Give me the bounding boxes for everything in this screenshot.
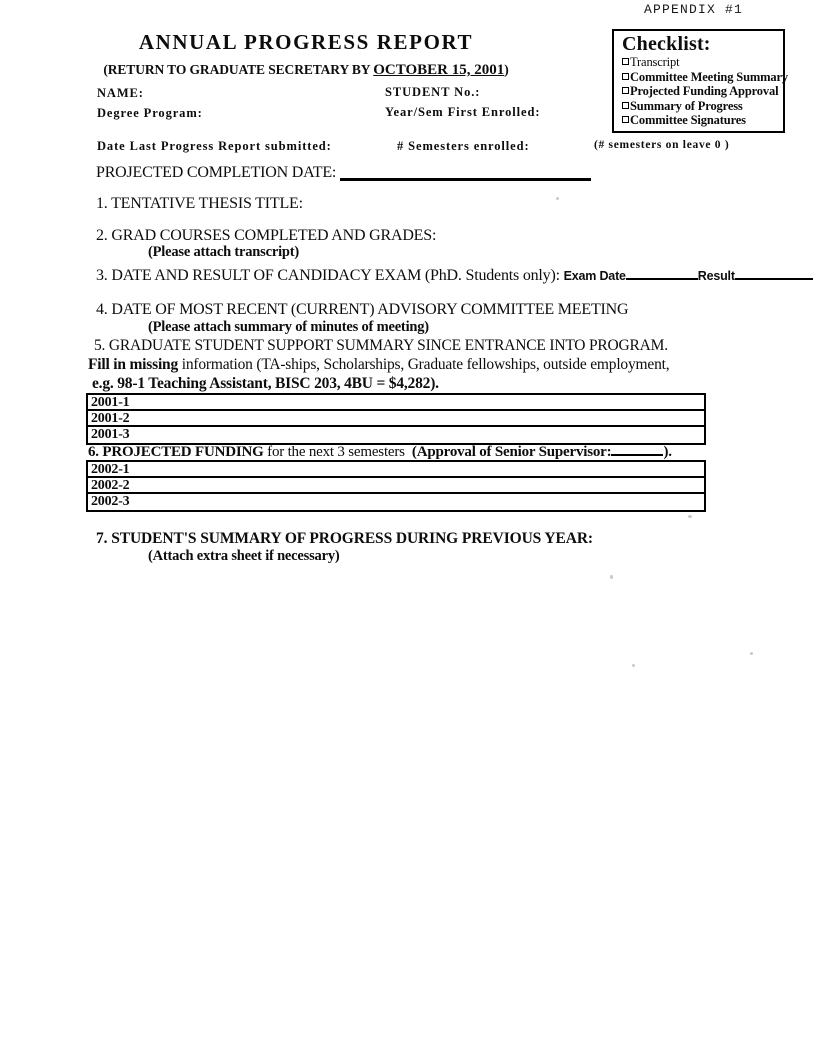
checklist-box (612, 29, 789, 133)
scan-speckle (632, 664, 635, 667)
name-label: NAME: (97, 86, 144, 100)
table-row[interactable]: 2002-2 (88, 478, 704, 494)
item-3-label (96, 267, 813, 285)
appendix-label: APPENDIX #1 (644, 2, 744, 17)
subtitle-prefix: (RETURN TO GRADUATE SECRETARY BY (103, 62, 374, 77)
checklist-item-summary-of-progress[interactable] (622, 99, 783, 114)
page-title: ANNUAL PROGRESS REPORT (138, 30, 474, 54)
projected-completion-date-label: PROJECTED COMPLETION DATE: (96, 164, 337, 181)
semesters-enrolled-label: # Semesters enrolled: (397, 139, 530, 153)
item-7-note: (Attach extra sheet if necessary) (148, 548, 340, 564)
table-row[interactable]: 2001-2 (88, 411, 704, 427)
item-5-line2-rest: information (TA-ships, Scholarships, Graduate fellowships, outside employment, (178, 356, 670, 373)
checklist-item-transcript[interactable] (622, 55, 783, 70)
table-row[interactable]: 2002-3 (91, 494, 130, 509)
scan-speckle (688, 515, 692, 518)
scan-speckle (556, 197, 559, 200)
item-2-note: (Please attach transcript) (148, 244, 300, 260)
exam-date-label: Exam Date (563, 269, 626, 283)
item-5-line3: e.g. 98-1 Teaching Assistant, BISC 203, 4BU = $4,282). (92, 375, 439, 392)
scan-speckle (610, 575, 613, 579)
checklist-item-committee-meeting-summary[interactable] (622, 69, 789, 85)
checkbox-icon[interactable] (622, 87, 629, 94)
supervisor-approval-blank[interactable] (611, 454, 663, 456)
on-leave-suffix: ) (724, 139, 730, 151)
subtitle-due-date: OCTOBER 15, 2001 (373, 62, 505, 78)
checklist-item-committee-signatures[interactable] (622, 113, 783, 128)
funding-table-2002 (86, 460, 706, 512)
checkbox-icon[interactable] (622, 73, 629, 80)
projected-completion-date-blank[interactable] (340, 178, 591, 181)
checklist-item-projected-funding-approval[interactable] (622, 84, 783, 99)
checklist-item-label: Projected Funding Approval (630, 84, 779, 99)
subtitle-suffix: ) (504, 62, 509, 77)
scan-speckle (750, 652, 753, 655)
item-5-line2-bold: Fill in missing (88, 356, 179, 373)
year-sem-first-enrolled-label: Year/Sem First Enrolled: (385, 105, 541, 119)
item-7-label: 7. STUDENT'S SUMMARY OF PROGRESS DURING PREVIOUS YEAR: (96, 530, 593, 547)
support-table-2001 (86, 393, 706, 445)
checkbox-icon[interactable] (622, 116, 629, 123)
result-blank[interactable] (735, 278, 813, 280)
item-2-label: 2. GRAD COURSES COMPLETED AND GRADES: (96, 227, 437, 244)
item-5-line2 (88, 356, 669, 374)
table-row[interactable]: 2001-1 (88, 395, 704, 411)
student-number-label: STUDENT No.: (385, 85, 481, 99)
item-3-text: 3. DATE AND RESULT OF CANDIDACY EXAM (PhD. Students only): (96, 267, 560, 284)
semesters-on-leave-label (594, 139, 729, 151)
degree-program-label: Degree Program: (97, 106, 203, 120)
supervisor-approval-label: (Approval of Senior Supervisor: (411, 444, 612, 460)
item-5-label: 5. GRADUATE STUDENT SUPPORT SUMMARY SINCE ENTRANCE INTO PROGRAM. (94, 337, 668, 354)
on-leave-text: (# semesters on leave (594, 139, 712, 151)
item-6-label (88, 444, 672, 461)
checkbox-icon[interactable] (622, 102, 629, 109)
on-leave-value: 0 (714, 139, 722, 151)
checklist-item-label: Transcript (630, 55, 680, 69)
page-subtitle (0, 62, 612, 79)
checklist-item-label: Summary of Progress (630, 98, 743, 113)
checklist-item-label: Committee Signatures (630, 113, 746, 128)
checklist-heading: Checklist: (622, 33, 711, 55)
checkbox-icon[interactable] (622, 58, 629, 65)
item-6-bold-text: 6. PROJECTED FUNDING (88, 444, 264, 460)
item-4-note: (Please attach summary of minutes of meeting) (148, 319, 429, 335)
item-6-rest-text: for the next 3 semesters (263, 444, 405, 460)
table-row[interactable]: 2001-3 (91, 427, 130, 442)
exam-date-blank[interactable] (626, 278, 698, 280)
date-last-progress-report-label: Date Last Progress Report submitted: (97, 139, 332, 153)
supervisor-approval-suffix: ). (663, 444, 672, 460)
result-label: Result (697, 269, 735, 283)
checklist-item-label: Committee Meeting Summary (630, 69, 789, 84)
table-row[interactable]: 2002-1 (88, 462, 704, 478)
item-4-label: 4. DATE OF MOST RECENT (CURRENT) ADVISORY COMMITTEE MEETING (96, 301, 629, 318)
item-1-label: 1. TENTATIVE THESIS TITLE: (96, 195, 303, 212)
